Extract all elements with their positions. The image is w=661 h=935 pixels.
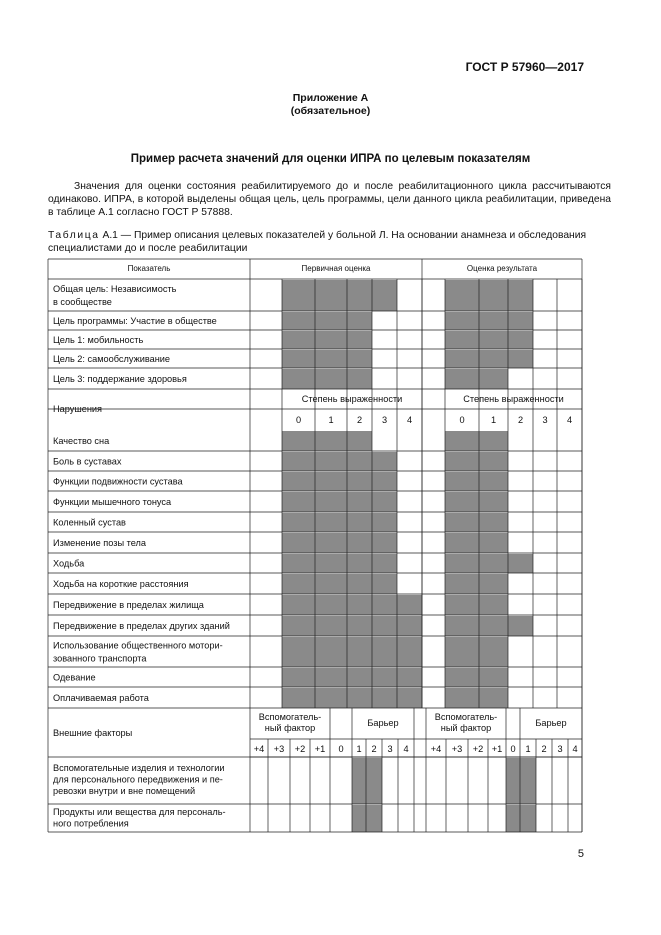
- primary-score-cell: [282, 637, 315, 667]
- impairment-label: Использование общественного мотори-: [53, 640, 223, 651]
- primary-score-cell: [372, 492, 397, 512]
- primary-factor-value: 4: [403, 744, 409, 754]
- primary-score-cell: [347, 431, 372, 451]
- primary-score-cell: [347, 637, 372, 667]
- primary-score-cell: [347, 533, 372, 553]
- primary-score-cell: [372, 452, 397, 471]
- primary-score-cell: [397, 688, 422, 708]
- result-factor-value: 1: [525, 744, 531, 754]
- primary-score-cell: [282, 595, 315, 615]
- primary-score-cell: [372, 688, 397, 708]
- impairment-label: Одевание: [53, 672, 96, 683]
- primary-score-cell: [372, 472, 397, 491]
- impairment-label: Ходьба на короткие расстояния: [53, 579, 189, 589]
- primary-score-cell: [347, 513, 372, 532]
- result-score-cell: [479, 513, 508, 532]
- primary-score-cell: [315, 350, 347, 368]
- result-degree-value: 3: [542, 415, 548, 425]
- primary-score-cell: [347, 616, 372, 636]
- result-score-cell: [445, 616, 479, 636]
- result-score-cell: [479, 452, 508, 471]
- primary-score-cell: [282, 616, 315, 636]
- result-factor-value: +3: [451, 744, 463, 754]
- impairment-label: Функции мышечного тонуса: [53, 497, 172, 507]
- result-score-cell: [479, 554, 508, 573]
- external-factor-label: ного потребления: [53, 818, 129, 829]
- factor-shaded-cell: [352, 758, 382, 804]
- primary-score-cell: [347, 554, 372, 573]
- primary-score-cell: [282, 513, 315, 532]
- standard-number: ГОСТ Р 57960—2017: [465, 60, 584, 74]
- result-score-cell: [445, 637, 479, 667]
- result-barrier-label: Барьер: [535, 718, 567, 728]
- result-score-cell: [479, 472, 508, 491]
- primary-barrier-label: Барьер: [367, 718, 399, 728]
- result-degree-value: 1: [490, 415, 497, 425]
- primary-factor-value: 2: [371, 744, 377, 754]
- primary-degree-value: 3: [381, 415, 388, 425]
- result-facilitator-label: Вспомогатель-: [434, 712, 498, 722]
- primary-score-cell: [347, 331, 372, 349]
- result-score-cell: [445, 554, 479, 573]
- primary-score-cell: [315, 637, 347, 667]
- result-degree-value: 0: [459, 415, 465, 425]
- primary-facilitator-label: ный фактор: [264, 723, 316, 733]
- primary-factor-value: 1: [356, 744, 362, 754]
- impairment-label: Функции подвижности сустава: [53, 476, 183, 487]
- goal-label: Цель 3: поддержание здоровья: [53, 374, 187, 384]
- impairment-label: Передвижение в пределах других зданий: [53, 621, 230, 631]
- result-score-cell: [508, 350, 533, 368]
- primary-score-cell: [282, 452, 315, 471]
- result-score-cell: [445, 350, 479, 368]
- result-score-cell: [479, 492, 508, 512]
- caption-label: Таблица: [48, 230, 100, 241]
- result-score-cell: [445, 331, 479, 349]
- impairment-label: Изменение позы тела: [53, 538, 147, 548]
- table-head-result: Оценка результата: [466, 264, 538, 273]
- result-score-cell: [479, 312, 508, 330]
- result-factor-value: 3: [557, 744, 563, 754]
- primary-score-cell: [315, 554, 347, 573]
- primary-score-cell: [282, 369, 315, 389]
- factor-shaded-cell: [506, 758, 536, 804]
- result-score-cell: [445, 369, 479, 389]
- result-score-cell: [479, 533, 508, 553]
- intro-paragraph-text: Значения для оценки состояния реабилитируемого до и после реабилитационного цикла рассчитываются одинаково. ИПРА, в которой выделены общая цель, цель программы, цели данного цикла реабилитации, приведена в таблице А.1 согласно ГОСТ Р 57888.: [48, 181, 611, 218]
- primary-score-cell: [315, 280, 347, 311]
- primary-score-cell: [315, 513, 347, 532]
- primary-score-cell: [282, 472, 315, 491]
- primary-score-cell: [315, 616, 347, 636]
- impairment-label: Ходьба: [53, 558, 85, 569]
- primary-score-cell: [397, 637, 422, 667]
- factor-shaded-cell: [352, 805, 382, 832]
- primary-score-cell: [282, 533, 315, 553]
- result-score-cell: [479, 331, 508, 349]
- primary-score-cell: [347, 350, 372, 368]
- result-score-cell: [479, 616, 508, 636]
- result-score-cell: [445, 574, 479, 594]
- result-score-cell: [445, 668, 479, 687]
- result-facilitator-label: ный фактор: [440, 723, 492, 733]
- primary-score-cell: [347, 595, 372, 615]
- primary-score-cell: [282, 554, 315, 573]
- result-score-cell: [479, 574, 508, 594]
- result-factor-value: 4: [572, 744, 578, 754]
- result-score-cell: [445, 452, 479, 471]
- result-score-cell: [445, 431, 479, 451]
- primary-score-cell: [282, 688, 315, 708]
- primary-score-cell: [282, 668, 315, 687]
- primary-score-cell: [315, 312, 347, 330]
- impairment-label: Передвижение в пределах жилища: [53, 600, 204, 610]
- external-factor-label: Продукты или вещества для персональ-: [53, 807, 226, 817]
- primary-score-cell: [315, 452, 347, 471]
- result-degree-value: 2: [517, 415, 524, 425]
- result-degree-label: Степень выраженности: [463, 394, 564, 404]
- primary-score-cell: [347, 472, 372, 491]
- primary-score-cell: [315, 595, 347, 615]
- result-score-cell: [479, 595, 508, 615]
- primary-score-cell: [347, 668, 372, 687]
- primary-score-cell: [372, 595, 397, 615]
- result-score-cell: [445, 280, 479, 311]
- primary-score-cell: [397, 616, 422, 636]
- result-factor-value: +4: [430, 744, 442, 754]
- primary-score-cell: [397, 668, 422, 687]
- external-label: Внешние факторы: [53, 728, 133, 738]
- primary-score-cell: [282, 280, 315, 311]
- primary-score-cell: [315, 472, 347, 491]
- primary-score-cell: [282, 492, 315, 512]
- primary-factor-value: +2: [294, 744, 306, 754]
- external-factor-label: Вспомогательные изделия и технологии: [53, 763, 225, 773]
- result-score-cell: [445, 492, 479, 512]
- primary-score-cell: [315, 492, 347, 512]
- table-head-indicator: Показатель: [127, 264, 171, 273]
- result-score-cell: [508, 554, 533, 573]
- result-factor-value: 0: [510, 744, 516, 754]
- primary-score-cell: [372, 616, 397, 636]
- result-score-cell: [445, 533, 479, 553]
- primary-score-cell: [315, 574, 347, 594]
- primary-factor-value: 3: [387, 744, 393, 754]
- primary-score-cell: [282, 312, 315, 330]
- primary-score-cell: [315, 431, 347, 451]
- result-factor-value: 2: [541, 744, 547, 754]
- goal-label: Цель программы: Участие в обществе: [53, 316, 217, 326]
- goal-label: в сообществе: [53, 297, 112, 307]
- primary-score-cell: [282, 574, 315, 594]
- impairment-label: Качество сна: [53, 436, 110, 446]
- result-score-cell: [479, 280, 508, 311]
- result-score-cell: [445, 513, 479, 532]
- impairment-label: Оплачиваемая работа: [53, 693, 149, 703]
- result-score-cell: [479, 350, 508, 368]
- result-score-cell: [479, 668, 508, 687]
- primary-score-cell: [372, 533, 397, 553]
- goal-label: Общая цель: Независимость: [53, 284, 177, 294]
- primary-factor-value: +4: [253, 744, 265, 754]
- primary-score-cell: [282, 350, 315, 368]
- primary-score-cell: [372, 280, 397, 311]
- impairments-label: Нарушения: [53, 404, 103, 414]
- result-factor-value: +1: [491, 744, 503, 754]
- primary-score-cell: [347, 574, 372, 594]
- goal-label: Цель 1: мобильность: [53, 335, 144, 345]
- primary-score-cell: [347, 280, 372, 311]
- result-score-cell: [479, 688, 508, 708]
- result-score-cell: [479, 369, 508, 389]
- primary-score-cell: [397, 595, 422, 615]
- primary-score-cell: [347, 492, 372, 512]
- page-number: 5: [577, 848, 584, 860]
- primary-score-cell: [347, 369, 372, 389]
- appendix-subtitle: (обязательное): [290, 105, 371, 117]
- result-score-cell: [445, 472, 479, 491]
- primary-score-cell: [315, 533, 347, 553]
- primary-factor-value: +3: [273, 744, 285, 754]
- result-score-cell: [508, 312, 533, 330]
- impairment-label: зованного транспорта: [53, 653, 147, 664]
- result-score-cell: [508, 616, 533, 636]
- appendix-title: Приложение А: [292, 92, 369, 104]
- primary-factor-value: +1: [314, 744, 326, 754]
- primary-score-cell: [315, 331, 347, 349]
- result-score-cell: [479, 431, 508, 451]
- primary-degree-value: 4: [406, 415, 413, 425]
- section-heading: Пример расчета значений для оценки ИПРА по целевым показателям: [130, 153, 531, 165]
- impairment-label: Боль в суставах: [53, 456, 122, 467]
- primary-score-cell: [282, 431, 315, 451]
- primary-facilitator-label: Вспомогатель-: [258, 712, 322, 722]
- primary-score-cell: [315, 688, 347, 708]
- result-score-cell: [445, 312, 479, 330]
- primary-score-cell: [347, 312, 372, 330]
- primary-degree-value: 1: [328, 415, 334, 425]
- result-score-cell: [508, 331, 533, 349]
- primary-score-cell: [372, 637, 397, 667]
- factor-shaded-cell: [506, 805, 536, 832]
- primary-degree-value: 2: [356, 415, 363, 425]
- impairment-label: Коленный сустав: [53, 517, 126, 528]
- primary-score-cell: [347, 452, 372, 471]
- caption-text: — Пример описания целевых показателей у больной Л. На основании анамнеза и обследования специалистами до и после реабилитации: [48, 230, 587, 254]
- primary-score-cell: [282, 331, 315, 349]
- result-score-cell: [508, 280, 533, 311]
- primary-degree-label: Степень выраженности: [301, 394, 403, 404]
- primary-score-cell: [315, 369, 347, 389]
- primary-score-cell: [372, 574, 397, 594]
- primary-score-cell: [372, 513, 397, 532]
- result-score-cell: [445, 688, 479, 708]
- primary-score-cell: [372, 554, 397, 573]
- primary-degree-value: 0: [295, 415, 302, 425]
- primary-score-cell: [315, 668, 347, 687]
- table-head-primary: Первичная оценка: [301, 264, 371, 273]
- primary-score-cell: [372, 668, 397, 687]
- primary-score-cell: [347, 688, 372, 708]
- external-factor-label: для персонального передвижения и пе-: [53, 774, 223, 785]
- result-factor-value: +2: [472, 744, 484, 754]
- caption-number: А.1: [102, 230, 118, 241]
- result-score-cell: [445, 595, 479, 615]
- result-score-cell: [479, 637, 508, 667]
- external-factor-label: ревозки внутри и вне помещений: [53, 786, 196, 796]
- primary-factor-value: 0: [338, 744, 344, 754]
- goal-label: Цель 2: самообслуживание: [53, 354, 171, 364]
- result-degree-value: 4: [566, 415, 573, 425]
